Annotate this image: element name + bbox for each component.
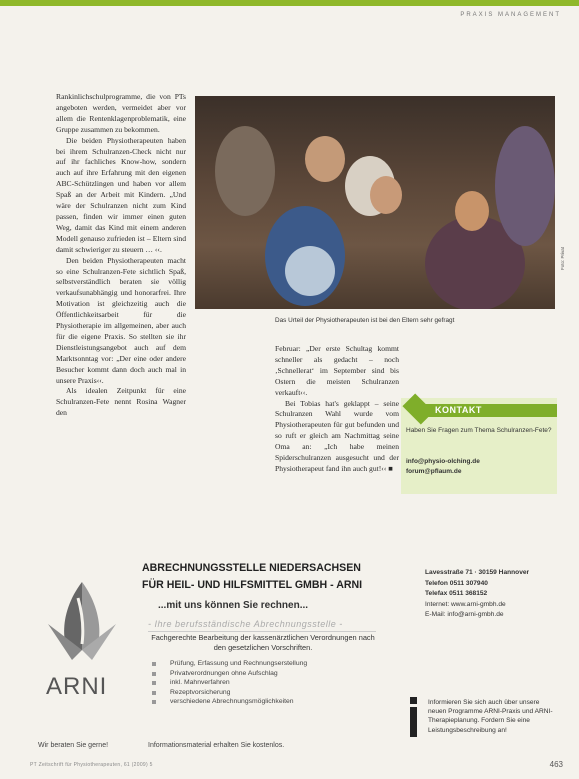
list-item: verschiedene Abrechnungsmöglichkeiten (148, 697, 307, 707)
ad-intro: Fachgerechte Bearbeitung der kassenärztlichen Verordnungen nach den gesetzlichen Vorschriften. (151, 633, 375, 652)
contact-emails (406, 457, 480, 476)
email-line (425, 610, 529, 621)
page-number: 463 (549, 760, 563, 769)
contact-title: KONTAKT (435, 405, 482, 415)
divider (148, 631, 376, 632)
email-link[interactable]: info@arni-gmbh.de (447, 611, 504, 619)
logo-wordmark: ARNI (46, 673, 108, 700)
info-icon-dot (410, 697, 417, 704)
article-column-1 (56, 92, 186, 419)
info-icon (410, 697, 428, 731)
paragraph: Bei Tobias hat's geklappt – seine Schulranzen Wahl wurde vom Physiotherapeuten für gut befunden und so ruft er gleich am Nachmittag seine Oma an: „Ich habe meinen Spiderschulranzen ausgesucht und der Physiotherapeut fand ihn auch gut!‹‹ ■ (275, 398, 399, 473)
services-list (148, 659, 307, 707)
ad-headline-2: FÜR HEIL- UND HILFSMITTEL GMBH - ARNI (142, 579, 363, 591)
photo-caption: Das Urteil der Physiotherapeuten ist bei den Eltern sehr gefragt (275, 317, 455, 324)
contact-email-link[interactable]: forum@pflaum.de (406, 467, 462, 475)
internet-label: Internet: (425, 600, 450, 608)
top-accent-bar (0, 0, 579, 6)
paragraph: Den beiden Physiotherapeuten macht so eine Schulranzen-Fete sichtlich Spaß, selbstverständlich beraten sie völlig verkaufsunabhängig und honorarfrei. Ihre Motivation ist gleichzeitig auch die Öffentlichkeitsarbeit für die Physiotherapie im allgemeinen, aber auch für die eigene Praxis. So stellten sie ihr Dienstleistungsangebot auch auf dem Marktsonntag vor: „Der eine oder andere Besucher kommt dann doch auch mal in unsere Praxis‹‹. (56, 255, 186, 385)
paragraph: Februar: „Der erste Schultag kommt schneller als gedacht – noch ‚Schnellerat‘ im September sind bis Ostern die meisten Schulranzen verkauft‹‹. (275, 344, 399, 397)
paragraph: Als idealen Zeitpunkt für eine Schulranzen-Fete nennt Rosina Wagner den (56, 386, 186, 418)
paragraph: Die beiden Physiotherapeuten haben bei ihrem Schulranzen-Check nicht nur auf ihr fachliches Know-how, sondern auch auf ihre Erfahrung mit den eigenen ABC-Schützlingen und haben vor allem Spaß an der Arbeit mit Kindern. „Und wäre der Schulranzen nicht zum Kind passen, finden wir immer einen guten Weg, damit das Kind mit einem anderen Modell genauso zufrieden ist – Eltern sind damit schwieriger zu steuern … ‹‹. (56, 135, 186, 254)
list-item: Privatverordnungen ohne Aufschlag (148, 669, 307, 679)
journal-footer: PT Zeitschrift für Physiotherapeuten, 61 (2009) 5 (30, 762, 153, 768)
contact-question: Haben Sie Fragen zum Thema Schulranzen-Fete? (406, 427, 552, 434)
fax: Telefax 0511 368152 (425, 590, 488, 598)
contact-email-link[interactable]: info@physio-olching.de (406, 458, 480, 465)
list-item: Prüfung, Erfassung und Rechnungserstellung (148, 659, 307, 669)
article-column-2 (275, 344, 399, 475)
contact-box (401, 398, 557, 494)
phone: Telefon 0511 307940 (425, 579, 488, 587)
ad-subslogan: - Ihre berufsständische Abrechnungsstelle - (148, 619, 343, 629)
paragraph: Rankinlichschulprogramme, die von PTs angeboten werden, vermeidet aber vor allem die Rentenklagenproblematik, eine Gruppe zusammen zu bekommen. (56, 92, 186, 134)
ad-slogan: ...mit uns können Sie rechnen... (158, 600, 309, 611)
street: Lavesstraße 71 · 30159 Hannover (425, 569, 530, 576)
email-label: E-Mail: (425, 611, 446, 619)
info-icon-bar (410, 707, 417, 737)
website-link[interactable]: www.arni-gmbh.de (451, 600, 506, 608)
article-photo (195, 96, 555, 309)
internet-line (425, 600, 529, 611)
ad-address (425, 568, 529, 621)
advertisement (30, 555, 553, 749)
list-item: inkl. Mahnverfahren (148, 678, 307, 688)
envelope-icon (402, 393, 433, 424)
info-text: Informieren Sie sich auch über unsere neuen Programme ARNI-Praxis und ARNI-Therapieplanung. Fordern Sie eine Leistungsbeschreibung an! (428, 699, 553, 734)
photo-credit: Foto: Privat (560, 246, 565, 270)
list-item: Rezeptvorsicherung (148, 688, 307, 698)
section-label: PRAXIS MANAGEMENT (460, 12, 561, 18)
ad-headline: ABRECHNUNGSSTELLE NIEDERSACHSEN (142, 562, 361, 574)
ad-footer-mid: Informationsmaterial erhalten Sie kostenlos. (148, 742, 285, 749)
ad-footer-left: Wir beraten Sie gerne! (38, 742, 109, 749)
